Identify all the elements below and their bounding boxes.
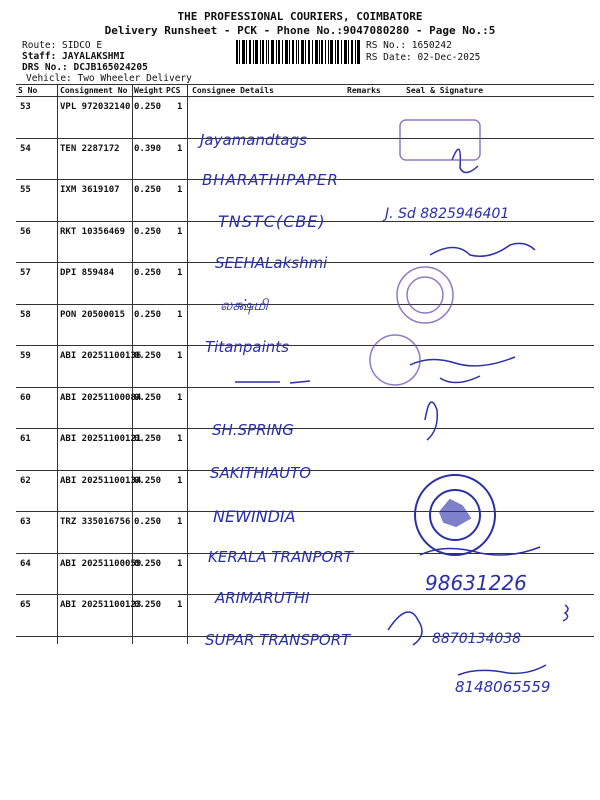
stamp-emblem xyxy=(440,500,470,526)
row-weight: 0.250 xyxy=(134,475,162,486)
row-consignment: ABI 20251100123 xyxy=(60,600,142,610)
row-consignment: ABI 20251100084 xyxy=(60,392,142,403)
row-pcs: 1 xyxy=(177,102,183,112)
row-sno: 54 xyxy=(20,143,31,154)
signature-stroke xyxy=(458,665,546,675)
handwritten-consignee: KERALA TRANPORT xyxy=(208,548,353,566)
stamp-rect xyxy=(400,120,480,160)
handwritten-note: 8870134038 xyxy=(432,631,522,647)
row-weight: 0.390 xyxy=(134,143,162,154)
signature-stroke xyxy=(440,376,480,383)
rs-number: RS No.: 1650242 xyxy=(366,40,452,51)
row-consignment: PON 20500015 xyxy=(60,309,126,320)
signature-stroke xyxy=(430,243,535,256)
handwritten-consignee: லக்ஷ்மி xyxy=(220,296,269,314)
row-weight: 0.250 xyxy=(134,517,162,527)
signature-stroke xyxy=(388,612,422,645)
handwritten-consignee: SAKITHIAUTO xyxy=(210,464,312,482)
row-consignment: TRZ 335016756 xyxy=(60,517,131,527)
signature-stroke xyxy=(563,605,568,621)
header-weight: Weight xyxy=(134,86,163,95)
row-consignment: DPI 859484 xyxy=(60,268,115,278)
handwritten-consignee: Titanpaints xyxy=(205,338,289,356)
vehicle-label: Vehicle: Two Wheeler Delivery xyxy=(26,73,192,84)
row-sno: 53 xyxy=(20,102,31,112)
row-sno: 58 xyxy=(20,309,31,320)
handwritten-consignee: NEWINDIA xyxy=(213,507,296,526)
handwritten-note: 8148065559 xyxy=(455,678,551,696)
header-pcs: PCS xyxy=(166,86,181,95)
row-consignment: ABI 20251100121 xyxy=(60,434,142,444)
row-weight: 0.250 xyxy=(134,392,162,403)
staff-label: Staff: JAYALAKSHMI xyxy=(22,51,125,62)
row-consignment: RKT 10356469 xyxy=(60,226,126,237)
handwritten-consignee: BHARATHIPAPER xyxy=(202,171,339,189)
row-pcs: 1 xyxy=(177,392,183,403)
header-sno: S No xyxy=(18,86,38,95)
row-sno: 62 xyxy=(20,475,31,486)
drs-label: DRS No.: DCJB165024205 xyxy=(22,62,148,73)
handwritten-consignee: SUPAR TRANSPORT xyxy=(205,631,351,649)
row-consignment: ABI 20251100136 xyxy=(60,351,142,361)
header-seal: Seal & Signature xyxy=(406,86,484,95)
row-weight: 0.250 xyxy=(134,351,162,361)
signature-stroke xyxy=(425,402,437,440)
stamp-circle xyxy=(407,277,443,313)
row-sno: 55 xyxy=(20,185,31,195)
row-sno: 59 xyxy=(20,351,31,361)
row-weight: 0.250 xyxy=(134,309,162,320)
row-sno: 64 xyxy=(20,558,31,569)
signature-stroke xyxy=(410,357,515,366)
row-sno: 65 xyxy=(20,600,31,610)
handwritten-consignee: ARIMARUTHI xyxy=(215,589,310,607)
row-consignment: ABI 20251100134 xyxy=(60,475,142,486)
row-sno: 63 xyxy=(20,517,31,527)
route-label: Route: SIDCO E xyxy=(22,40,103,51)
row-sno: 60 xyxy=(20,392,31,403)
header-remarks: Remarks xyxy=(347,86,381,95)
row-sno: 56 xyxy=(20,226,31,237)
row-pcs: 1 xyxy=(177,475,183,486)
row-weight: 0.250 xyxy=(134,268,162,278)
handwritten-consignee: TNSTC(CBE) xyxy=(218,212,326,231)
stamp-circle xyxy=(397,267,453,323)
header-consignment: Consignment No xyxy=(60,86,128,95)
row-consignment: IXM 3619107 xyxy=(60,185,120,195)
row-weight: 0.250 xyxy=(134,558,162,569)
header-consignee: Consignee Details xyxy=(192,86,274,95)
row-pcs: 1 xyxy=(177,185,183,195)
signature-stroke xyxy=(452,149,478,172)
row-pcs: 1 xyxy=(177,600,183,610)
row-pcs: 1 xyxy=(177,434,183,444)
rs-date: RS Date: 02-Dec-2025 xyxy=(366,52,481,63)
row-weight: 0.250 xyxy=(134,600,162,610)
row-consignment: ABI 20251100059 xyxy=(60,558,142,569)
row-weight: 0.250 xyxy=(134,226,162,237)
row-consignment: VPL 972032140 xyxy=(60,102,131,112)
handwritten-note: 98631226 xyxy=(425,571,527,595)
row-pcs: 1 xyxy=(177,226,183,237)
handwritten-consignee: Jayamandtags xyxy=(200,131,307,149)
row-pcs: 1 xyxy=(177,517,183,527)
row-weight: 0.250 xyxy=(134,185,162,195)
row-weight: 0.250 xyxy=(134,102,162,112)
row-consignment: TEN 2287172 xyxy=(60,143,120,154)
signature-stroke xyxy=(235,381,310,383)
handwritten-consignee: SH.SPRING xyxy=(212,421,294,439)
row-pcs: 1 xyxy=(177,309,183,320)
document-subtitle: Delivery Runsheet - PCK - Phone No.:9047080280 - Page No.:5 xyxy=(104,24,496,37)
row-pcs: 1 xyxy=(177,351,183,361)
handwritten-consignee: SEEHALakshmi xyxy=(215,254,328,272)
row-weight: 0.250 xyxy=(134,434,162,444)
row-pcs: 1 xyxy=(177,143,183,154)
document-title: THE PROFESSIONAL COURIERS, COIMBATORE xyxy=(177,10,423,23)
row-sno: 61 xyxy=(20,434,31,444)
stamp-circle xyxy=(370,335,420,385)
row-sno: 57 xyxy=(20,268,31,278)
handwritten-note: J. Sd 8825946401 xyxy=(385,206,510,222)
row-pcs: 1 xyxy=(177,268,183,278)
row-pcs: 1 xyxy=(177,558,183,569)
